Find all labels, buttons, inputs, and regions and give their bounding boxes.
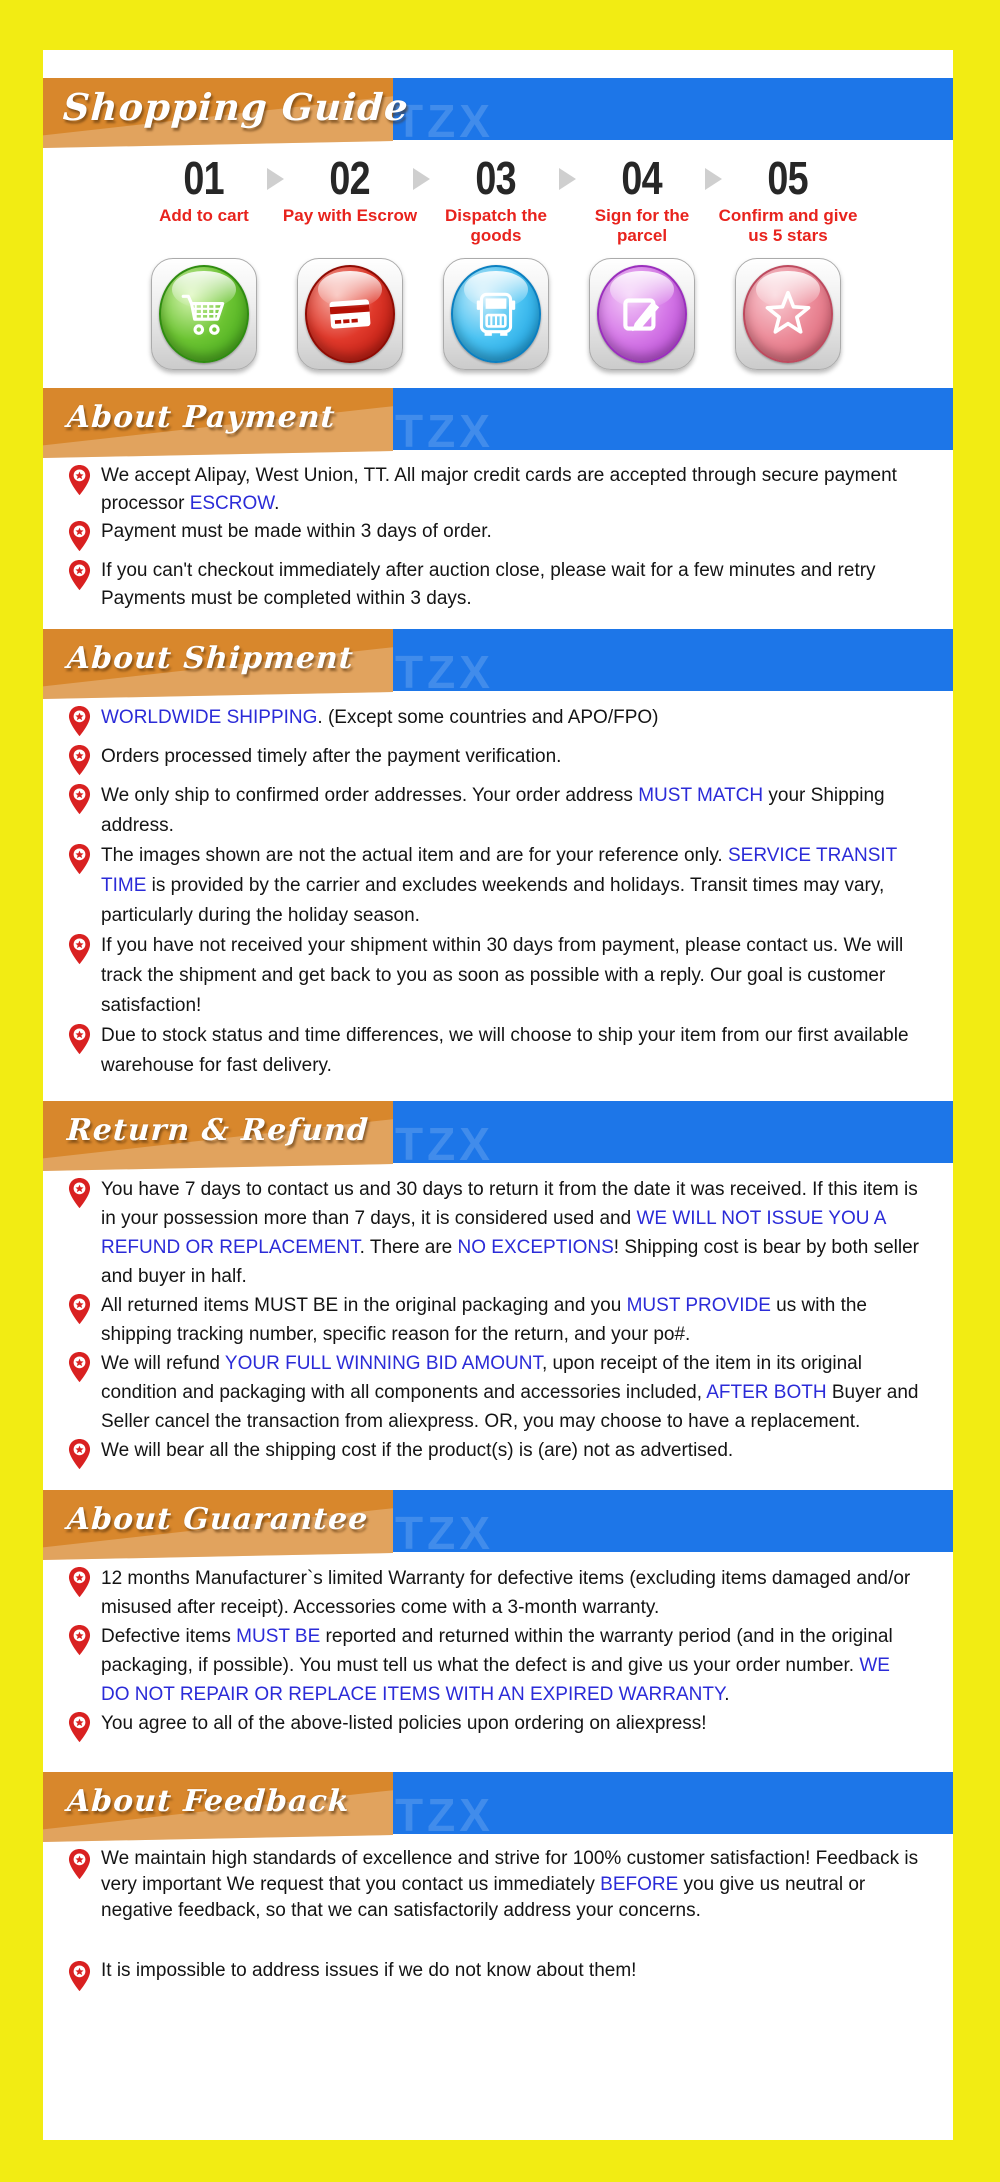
body-text: Defective items <box>101 1626 237 1647</box>
section-ribbon-return <box>43 1101 953 1170</box>
section-shipment <box>43 629 953 1091</box>
bullet-item <box>68 1622 923 1709</box>
bullet-item <box>68 703 923 742</box>
sections <box>43 388 953 2007</box>
watermark-text: TZX <box>395 95 494 147</box>
section-title: About Guarantee <box>66 1502 370 1538</box>
body-text: reported and returned within the warranty period (and in the original packaging, if possible). You must tell us what the defect is and give us your order number. <box>101 1626 893 1676</box>
location-pin-icon <box>68 1178 91 1214</box>
step-04 <box>569 154 715 246</box>
bullet-text <box>101 1709 923 1738</box>
location-pin-icon <box>68 1849 91 1885</box>
section-return <box>43 1101 953 1485</box>
watermark-text: TZX <box>395 1118 494 1170</box>
step-label: Sign for the parcel <box>594 206 690 245</box>
truck-icon <box>451 265 541 363</box>
main-header-ribbon <box>43 78 953 147</box>
step-icon-cell <box>423 258 569 370</box>
body-text: If you have not received your shipment within 30 days from payment, please contact us. We will track the shipment and get back to you as soon as possible with a reply. Our goal is customer satisfaction! <box>101 935 904 1016</box>
body-text: If you can't checkout immediately after auction close, please wait for a few minutes and retry Payments must be completed within 3 days. <box>101 560 876 609</box>
content-panel <box>43 50 953 2140</box>
bullet-text <box>101 1622 923 1709</box>
bullet-item <box>68 518 923 557</box>
bullet-item <box>68 1349 923 1436</box>
bullet-text <box>101 1564 923 1622</box>
step-label: Pay with Escrow <box>282 206 418 225</box>
location-pin-icon <box>68 1961 91 1997</box>
bullet-text <box>101 518 923 546</box>
body-text: All returned items MUST BE in the original packaging and you <box>101 1295 627 1316</box>
body-text: you give us neutral or negative feedback, so that we can satisfactorily address your concerns. <box>101 1874 866 1921</box>
section-bullets <box>43 691 953 1091</box>
step-03 <box>423 154 569 246</box>
bullet-text <box>101 1436 923 1465</box>
watermark-text: TZX <box>395 1507 494 1559</box>
body-text: your Shipping address. <box>101 785 885 836</box>
section-bullets <box>43 1163 953 1485</box>
bullet-text <box>101 1021 923 1081</box>
highlighted-text: WE WILL NOT ISSUE YOU A REFUND OR REPLACEMENT <box>101 1208 886 1258</box>
highlighted-text: WORLDWIDE SHIPPING <box>101 707 318 728</box>
body-text: It is impossible to address issues if we do not know about them! <box>101 1960 637 1981</box>
body-text: The images shown are not the actual item and are for your reference only. <box>101 845 728 866</box>
body-text: We only ship to confirmed order addresses. Your order address <box>101 785 639 806</box>
section-bullets <box>43 1552 953 1758</box>
bullet-text <box>101 1291 923 1349</box>
bullet-item <box>68 781 923 841</box>
step-label: Confirm and give us 5 stars <box>718 206 858 245</box>
highlighted-text: BEFORE <box>600 1874 679 1895</box>
watermark-text: TZX <box>395 405 494 457</box>
location-pin-icon <box>68 1625 91 1661</box>
highlighted-text: MUST MATCH <box>638 785 764 806</box>
watermark-text: TZX <box>395 1789 494 1841</box>
body-text: Orders processed timely after the payment verification. <box>101 746 562 767</box>
highlighted-text: AFTER BOTH <box>706 1382 827 1403</box>
credit-card-icon <box>305 265 395 363</box>
location-pin-icon <box>68 1352 91 1388</box>
step-label: Dispatch the goods <box>444 206 548 245</box>
bullet-text <box>101 703 923 733</box>
section-payment <box>43 388 953 623</box>
bullet-text <box>101 781 923 841</box>
location-pin-icon <box>68 1567 91 1603</box>
body-text: Buyer and Seller cancel the transaction from aliexpress. OR, you may choose to have a replacement. <box>101 1382 919 1432</box>
section-title: About Feedback <box>66 1784 351 1820</box>
step-number: 01 <box>183 152 225 204</box>
body-text: us with the shipping tracking number, specific reason for the return, and your po#. <box>101 1295 867 1345</box>
location-pin-icon <box>68 1294 91 1330</box>
step-label: Add to cart <box>159 206 249 225</box>
step-icons-row <box>131 258 861 370</box>
step-number: 03 <box>475 152 517 204</box>
body-text: . <box>274 493 280 514</box>
arrow-right-icon <box>559 168 576 190</box>
location-pin-icon <box>68 706 91 742</box>
step-01 <box>131 154 277 246</box>
star-icon <box>743 265 833 363</box>
body-text: 12 months Manufacturer`s limited Warranty for defective items (excluding items damaged and/or misused after receipt). Accessories come with a 3-month warranty. <box>101 1568 911 1618</box>
location-pin-icon <box>68 934 91 970</box>
body-text: ! Shipping cost is bear by both seller and buyer in half. <box>101 1237 920 1287</box>
bullet-item <box>68 1958 923 1997</box>
section-guarantee <box>43 1490 953 1758</box>
bullet-item <box>68 931 923 1021</box>
bullet-text <box>101 557 923 613</box>
highlighted-text: SERVICE TRANSIT TIME <box>101 845 897 896</box>
bullet-item <box>68 462 923 518</box>
section-ribbon-feedback <box>43 1772 953 1841</box>
body-text: We maintain high standards of excellence and strive for 100% customer satisfaction! Feedback is very important We request that you contact us immediately <box>101 1848 919 1895</box>
page-title: Shopping Guide <box>61 85 410 130</box>
watermark-text: TZX <box>395 646 494 698</box>
highlighted-text: MUST PROVIDE <box>626 1295 771 1316</box>
bullet-item <box>68 1564 923 1622</box>
sign-edit-icon <box>597 265 687 363</box>
body-text: Due to stock status and time differences, we will choose to ship your item from our first available warehouse for fast delivery. <box>101 1025 909 1076</box>
body-text: is provided by the carrier and excludes weekends and holidays. Transit times may vary, particularly during the holiday season. <box>101 875 885 926</box>
body-text: , upon receipt of the item in its original condition and packaging with all components and accessories included, <box>101 1353 862 1403</box>
highlighted-text: ESCROW <box>189 493 275 514</box>
location-pin-icon <box>68 1439 91 1475</box>
steps-row <box>131 154 861 246</box>
bullet-item <box>68 841 923 931</box>
body-text: . There are <box>359 1237 458 1258</box>
highlighted-text: YOUR FULL WINNING BID AMOUNT <box>224 1353 542 1374</box>
highlighted-text: WE DO NOT REPAIR OR REPLACE ITEMS WITH AN EXPIRED WARRANTY <box>101 1655 890 1705</box>
bullet-text <box>101 931 923 1021</box>
step-number: 04 <box>621 152 663 204</box>
location-pin-icon <box>68 784 91 820</box>
bullet-item <box>68 1291 923 1349</box>
body-text: We accept Alipay, West Union, TT. All major credit cards are accepted through secure payment processor <box>101 465 897 514</box>
location-pin-icon <box>68 1024 91 1060</box>
section-bullets <box>43 450 953 623</box>
section-title: About Shipment <box>66 641 355 677</box>
location-pin-icon <box>68 1712 91 1748</box>
location-pin-icon <box>68 745 91 781</box>
step-icon-cell <box>131 258 277 370</box>
bullet-item <box>68 1436 923 1475</box>
location-pin-icon <box>68 844 91 880</box>
icon-frame <box>297 258 403 370</box>
location-pin-icon <box>68 521 91 557</box>
icon-frame <box>735 258 841 370</box>
bullet-text <box>101 1958 923 1984</box>
section-ribbon-shipment <box>43 629 953 698</box>
body-text: You have 7 days to contact us and 30 days to return it from the date it was received. If this item is in your possession more than 7 days, it is considered used and <box>101 1179 918 1229</box>
bullet-item <box>68 1846 923 1924</box>
bullet-item <box>68 1021 923 1081</box>
bullet-text <box>101 462 923 518</box>
body-text: We will refund <box>101 1353 225 1374</box>
body-text: Payment must be made within 3 days of order. <box>101 521 492 542</box>
step-05 <box>715 154 861 246</box>
icon-frame <box>151 258 257 370</box>
arrow-right-icon <box>705 168 722 190</box>
section-title: Return & Refund <box>66 1113 370 1149</box>
section-ribbon-payment <box>43 388 953 457</box>
bullet-text <box>101 1349 923 1436</box>
step-icon-cell <box>569 258 715 370</box>
location-pin-icon <box>68 465 91 501</box>
step-02 <box>277 154 423 246</box>
bullet-text <box>101 1175 923 1291</box>
bullet-text <box>101 1846 923 1924</box>
body-text: You agree to all of the above-listed policies upon ordering on aliexpress! <box>101 1713 707 1734</box>
step-icon-cell <box>277 258 423 370</box>
section-title: About Payment <box>66 400 337 436</box>
step-icon-cell <box>715 258 861 370</box>
step-number: 02 <box>329 152 371 204</box>
arrow-right-icon <box>267 168 284 190</box>
section-bullets <box>43 1834 953 2007</box>
step-number: 05 <box>767 152 809 204</box>
icon-frame <box>589 258 695 370</box>
bullet-item <box>68 742 923 781</box>
highlighted-text: MUST BE <box>236 1626 321 1647</box>
bullet-text <box>101 841 923 931</box>
body-text: We will bear all the shipping cost if the product(s) is (are) not as advertised. <box>101 1440 734 1461</box>
highlighted-text: NO EXCEPTIONS <box>457 1237 614 1258</box>
location-pin-icon <box>68 560 91 596</box>
section-ribbon-guarantee <box>43 1490 953 1559</box>
body-text: . (Except some countries and APO/FPO) <box>317 707 659 728</box>
bullet-item <box>68 1709 923 1748</box>
bullet-item <box>68 557 923 613</box>
section-feedback <box>43 1772 953 2007</box>
body-text: . <box>724 1684 730 1705</box>
arrow-right-icon <box>413 168 430 190</box>
shopping-cart-icon <box>159 265 249 363</box>
icon-frame <box>443 258 549 370</box>
bullet-item <box>68 1175 923 1291</box>
bullet-text <box>101 742 923 772</box>
